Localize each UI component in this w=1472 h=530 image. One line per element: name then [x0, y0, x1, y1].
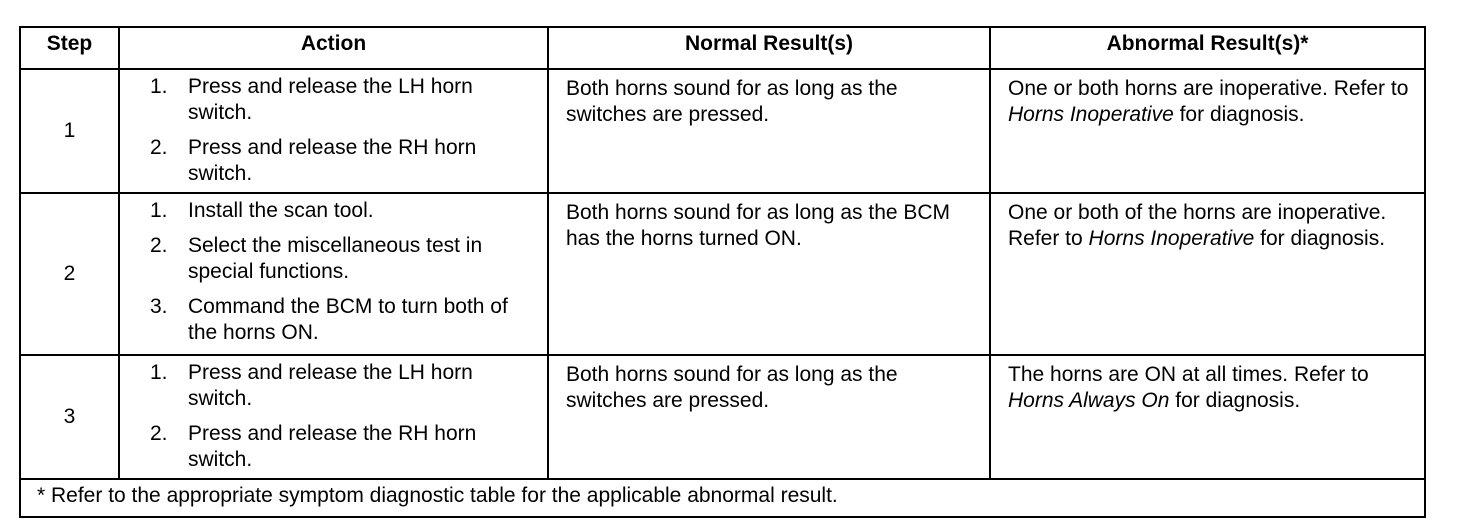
- normal-result: Both horns sound for as long as the switches are pressed.: [548, 355, 990, 479]
- header-row: [20, 27, 1425, 69]
- abnormal-text: One or both of the horns are inoperative. Refer to: [1008, 201, 1387, 250]
- action-number: 2.: [150, 422, 168, 445]
- diagnostic-table: [19, 26, 1426, 518]
- action-text: Press and release the LH horn switch.: [188, 75, 473, 124]
- header-normal-result: Normal Result(s): [548, 27, 990, 69]
- action-item: [150, 421, 537, 473]
- step-number: 3: [20, 355, 119, 479]
- normal-result: Both horns sound for as long as the switches are pressed.: [548, 69, 990, 193]
- action-text: Command the BCM to turn both of the horns ON.: [188, 295, 508, 344]
- action-cell: [119, 69, 548, 193]
- abnormal-result: [990, 69, 1425, 193]
- action-item: [150, 198, 537, 224]
- abnormal-text: for diagnosis.: [1173, 103, 1305, 126]
- abnormal-result: [990, 193, 1425, 355]
- action-number: 1.: [150, 361, 168, 384]
- header-action: Action: [119, 27, 548, 69]
- step-number: 2: [20, 193, 119, 355]
- abnormal-text: The horns are ON at all times. Refer to: [1008, 363, 1369, 386]
- reference-link: Horns Inoperative: [1088, 227, 1255, 250]
- action-text: Press and release the RH horn switch.: [188, 136, 477, 185]
- action-text: Press and release the LH horn switch.: [188, 361, 473, 410]
- table-row: [20, 355, 1425, 479]
- action-text: Press and release the RH horn switch.: [188, 422, 477, 471]
- reference-link: Horns Always On: [1008, 389, 1170, 412]
- action-number: 2.: [150, 136, 168, 159]
- abnormal-text: for diagnosis.: [1169, 389, 1301, 412]
- action-list: [150, 360, 537, 473]
- step-number: 1: [20, 69, 119, 193]
- action-cell: [119, 193, 548, 355]
- reference-link: Horns Inoperative: [1008, 103, 1174, 126]
- action-item: [150, 74, 537, 126]
- footnote-row: [20, 479, 1425, 517]
- table-row: [20, 193, 1425, 355]
- action-number: 1.: [150, 75, 168, 98]
- action-list: [150, 198, 537, 346]
- action-number: 3.: [150, 295, 168, 318]
- header-step: Step: [20, 27, 119, 69]
- header-abnormal-result: Abnormal Result(s)*: [990, 27, 1425, 69]
- action-item: [150, 360, 537, 412]
- table-row: [20, 69, 1425, 193]
- normal-result: Both horns sound for as long as the BCM has the horns turned ON.: [548, 193, 990, 355]
- action-text: Install the scan tool.: [188, 199, 374, 222]
- action-cell: [119, 355, 548, 479]
- action-number: 1.: [150, 199, 168, 222]
- abnormal-result: [990, 355, 1425, 479]
- footnote: * Refer to the appropriate symptom diagnostic table for the applicable abnormal result.: [20, 479, 1425, 517]
- action-item: [150, 135, 537, 187]
- abnormal-text: for diagnosis.: [1254, 227, 1386, 250]
- action-number: 2.: [150, 234, 168, 257]
- action-text: Select the miscellaneous test in special functions.: [188, 234, 483, 283]
- action-item: [150, 233, 537, 285]
- action-item: [150, 294, 537, 346]
- abnormal-text: One or both horns are inoperative. Refer to: [1008, 77, 1409, 100]
- action-list: [150, 74, 537, 187]
